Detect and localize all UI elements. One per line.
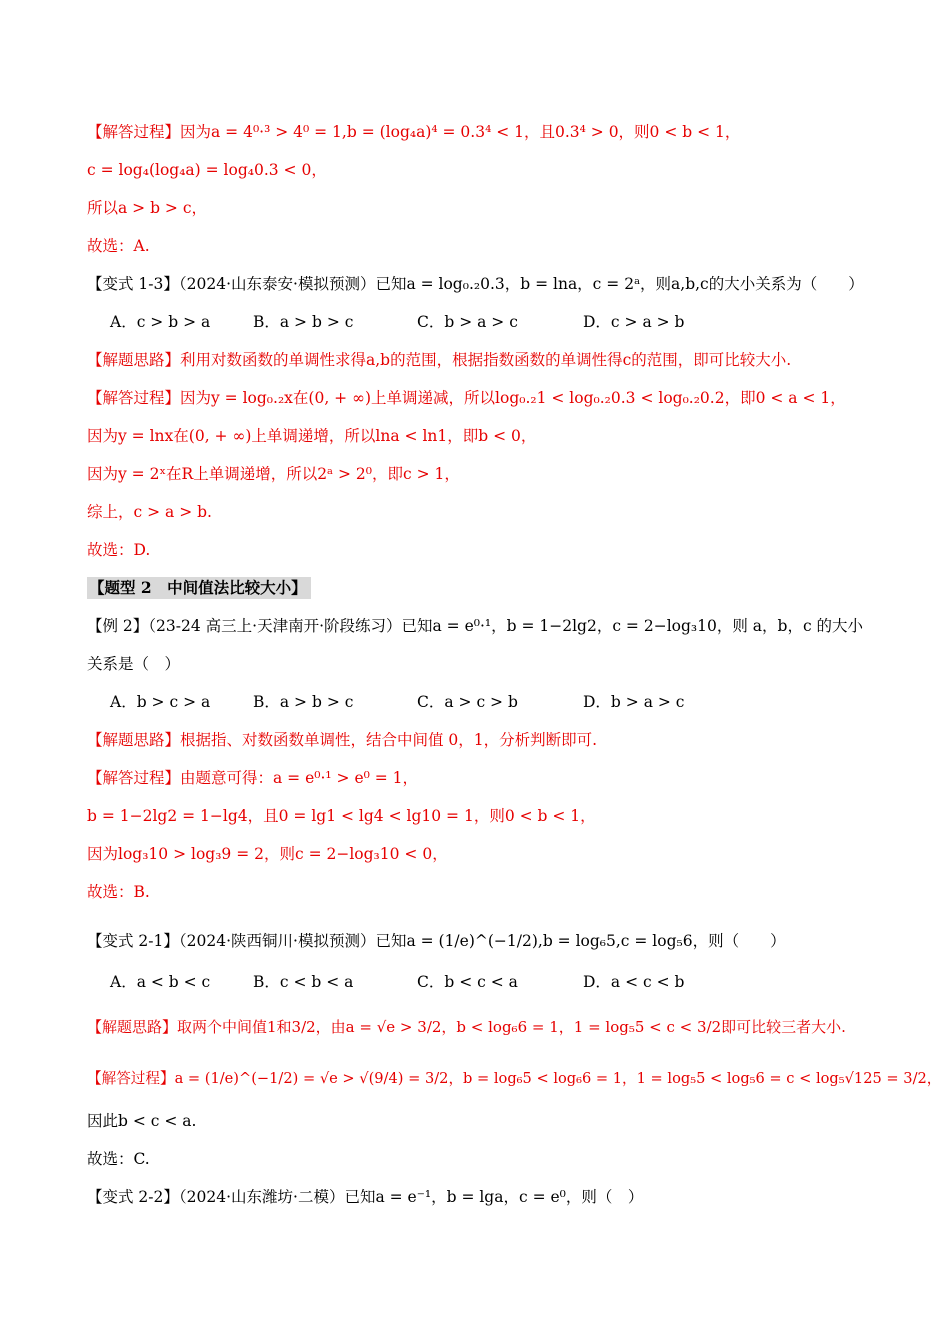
answer-line: 故选：C.	[87, 1150, 150, 1168]
option-b: B．a > b > c	[253, 693, 354, 711]
question-variant-1-3: 【变式 1-3】（2024·山东泰安·模拟预测）已知a = log₀.₂0.3，b = lna，c = 2ᵃ，则a,b,c的大小关系为（ ）	[87, 275, 864, 293]
solution-process-line: 【解答过程】由题意可得：a = e⁰·¹ > e⁰ = 1，	[87, 769, 419, 787]
solution-conclusion-line: 所以a > b > c，	[87, 199, 208, 217]
solution-idea-line: 【解题思路】利用对数函数的单调性求得a,b的范围，根据指数函数的单调性得c的范围，即可比较大小.	[87, 351, 792, 369]
example-2-question-cont: 关系是（ ）	[87, 655, 181, 673]
solution-process-line: 【解答过程】a = (1/e)^(−1/2) = √e > √(9/4) = 3/2，b = log₆5 < log₆6 = 1，1 = log₅5 < log₅6 = c < log₅√125 = 3/2，	[87, 1070, 942, 1087]
example-2-question: 【例 2】（23-24 高三上·天津南开·阶段练习）已知a = e⁰·¹，b = 1−2lg2，c = 2−log₃10，则 a，b，c 的大小	[87, 617, 864, 635]
solution-process-line: 因为log₃10 > log₃9 = 2，则c = 2−log₃10 < 0，	[87, 845, 448, 863]
option-c: C．b > a > c	[417, 313, 518, 331]
solution-process-line: 【解答过程】因为a = 4⁰·³ > 4⁰ = 1,b = (log₄a)⁴ = 0.3⁴ < 1，且0.3⁴ > 0，则0 < b < 1，	[87, 123, 741, 141]
option-a: A．c > b > a	[110, 313, 211, 331]
solution-conclusion-line: 综上，c > a > b.	[87, 503, 212, 521]
option-b: B．a > b > c	[253, 313, 354, 331]
option-c: C．a > c > b	[417, 693, 518, 711]
answer-line: 故选：B.	[87, 883, 150, 901]
solution-process-line: 因为y = 2ˣ在R上单调递增，所以2ᵃ > 2⁰，即c > 1，	[87, 465, 460, 483]
option-b: B．c < b < a	[253, 973, 354, 991]
answer-line: 故选：A.	[87, 237, 150, 255]
solution-conclusion-line: 因此b < c < a.	[87, 1112, 197, 1130]
answer-line: 故选：D.	[87, 541, 151, 559]
solution-process-line: 因为y = lnx在(0, + ∞)上单调递增，所以lna < ln1，即b < 0，	[87, 427, 537, 445]
option-c: C．b < c < a	[417, 973, 518, 991]
section-heading: 【题型 2 中间值法比较大小】	[87, 577, 311, 599]
option-d: D．c > a > b	[583, 313, 685, 331]
question-variant-2-2: 【变式 2-2】（2024·山东潍坊·二模）已知a = e⁻¹，b = lga，c = e⁰，则（ ）	[87, 1188, 644, 1206]
option-d: D．a < c < b	[583, 973, 685, 991]
solution-process-line: c = log₄(log₄a) = log₄0.3 < 0，	[87, 161, 327, 179]
solution-idea-line: 【解题思路】取两个中间值1和3/2，由a = √e > 3/2，b < log₆6 = 1，1 = log₅5 < c < 3/2即可比较三者大小.	[87, 1018, 846, 1036]
option-d: D．b > a > c	[583, 693, 685, 711]
solution-process-line: 【解答过程】因为y = log₀.₂x在(0, + ∞)上单调递减，所以log₀.₂1 < log₀.₂0.3 < log₀.₂0.2，即0 < a < 1，	[87, 389, 846, 407]
option-a: A．a < b < c	[110, 973, 211, 991]
question-variant-2-1: 【变式 2-1】（2024·陕西铜川·模拟预测）已知a = (1/e)^(−1/2),b = log₆5,c = log₅6，则（ ）	[87, 932, 786, 950]
option-a: A．b > c > a	[110, 693, 211, 711]
section-heading-row	[87, 577, 890, 599]
solution-process-line: b = 1−2lg2 = 1−lg4，且0 = lg1 < lg4 < lg10 = 1，则0 < b < 1，	[87, 807, 596, 825]
solution-idea-line: 【解题思路】根据指、对数函数单调性，结合中间值 0，1，分析判断即可.	[87, 731, 598, 749]
